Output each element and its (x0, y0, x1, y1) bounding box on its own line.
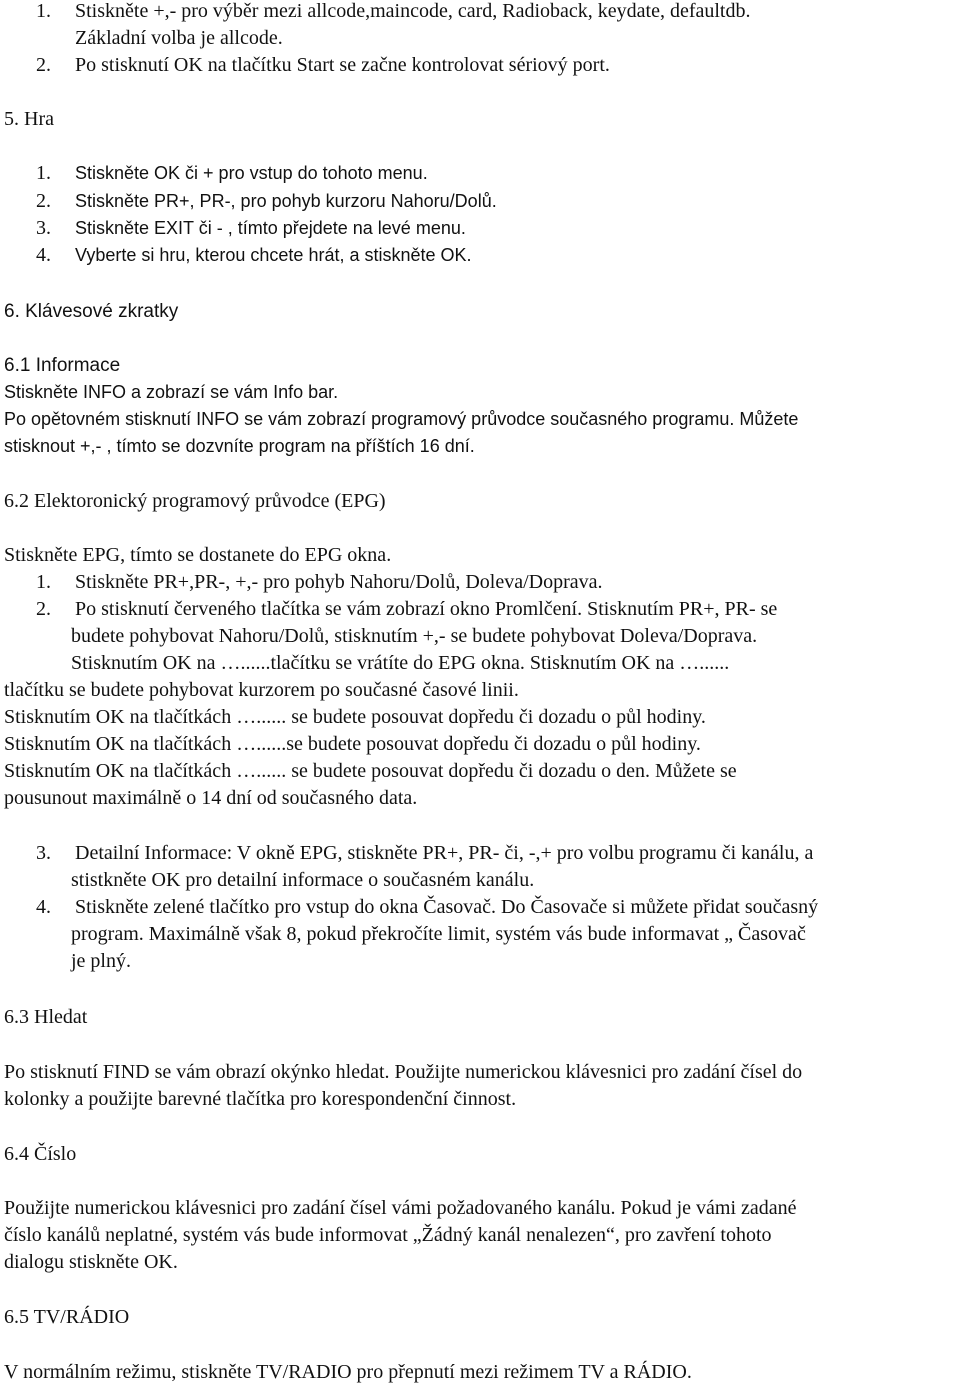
paragraph-line: V normálním režimu, stiskněte TV/RADIO pro přepnutí mezi režimem TV a RÁDIO. (4, 1361, 692, 1383)
list-text: Stiskněte zelené tlačítko pro vstup do okna Časovač. Do Časovače si můžete přidat současný (75, 896, 819, 918)
list-text: Vyberte si hru, kterou chcete hrát, a stiskněte OK. (75, 245, 472, 265)
paragraph-line: Po stisknutí FIND se vám obrazí okýnko hledat. Použijte numerickou klávesnici pro zadání čísel do (4, 1061, 803, 1083)
paragraph-line: Použijte numerickou klávesnici pro zadání čísel vámi požadovaného kanálu. Pokud je vámi zadané (4, 1197, 797, 1219)
list-text-continuation: stistkněte OK pro detailní informace o současném kanálu. (71, 869, 535, 891)
list-text: Po stisknutí červeného tlačítka se vám zobrazí okno Promlčení. Stisknutím PR+, PR- se (75, 598, 778, 620)
list-text-continuation: budete pohybovat Nahoru/Dolů, stisknutím +,- se budete pohybovat Doleva/Doprava. (71, 625, 758, 647)
list-number: 3. (36, 842, 51, 864)
list-number: 4. (36, 244, 51, 266)
paragraph-line: Stisknutím OK na tlačítkách …...... se budete posouvat dopředu či dozadu o den. Můžete se (4, 760, 737, 782)
section-heading: 6. Klávesové zkratky (4, 301, 179, 322)
list-text: Detailní Informace: V okně EPG, stiskněte PR+, PR- či, -,+ pro volbu programu či kanálu, a (75, 842, 814, 864)
list-text-continuation: Stisknutím OK na …......tlačítku se vrátíte do EPG okna. Stisknutím OK na …...... (71, 652, 730, 674)
list-number: 2. (36, 54, 51, 76)
paragraph-line: tlačítku se budete pohybovat kurzorem po současné časové linii. (4, 679, 519, 701)
list-number: 4. (36, 896, 51, 918)
subsection-heading: 6.3 Hledat (4, 1006, 88, 1028)
paragraph-line: pousunout maximálně o 14 dní od současného data. (4, 787, 418, 809)
section-heading: 5. Hra (4, 108, 54, 130)
paragraph-line: stisknout +,- , tímto se dozvníte program na příštích 16 dní. (4, 436, 475, 456)
list-text-continuation: program. Maximálně však 8, pokud překročíte limit, systém vás bude informavat „ Časovač (71, 923, 806, 945)
list-number: 2. (36, 598, 51, 620)
paragraph-line: Stisknutím OK na tlačítkách …......se budete posouvat dopředu či dozadu o půl hodiny. (4, 733, 701, 755)
list-text-continuation: Základní volba je allcode. (75, 27, 283, 49)
list-text: Stiskněte OK či + pro vstup do tohoto menu. (75, 163, 428, 183)
paragraph-line: Stiskněte INFO a zobrazí se vám Info bar. (4, 382, 339, 402)
list-number: 1. (36, 162, 51, 184)
list-text: Stiskněte PR+,PR-, +,- pro pohyb Nahoru/Dolů, Doleva/Doprava. (75, 571, 603, 593)
list-text: Stiskněte EXIT či - , tímto přejdete na levé menu. (75, 218, 466, 238)
paragraph-line: Po opětovném stisknutí INFO se vám zobrazí programový průvodce současného programu. Můžete (4, 409, 799, 429)
paragraph-line: dialogu stiskněte OK. (4, 1251, 178, 1273)
list-number: 3. (36, 217, 51, 239)
subsection-heading: 6.1 Informace (4, 355, 121, 376)
subsection-heading: 6.4 Číslo (4, 1143, 77, 1165)
list-text: Stiskněte PR+, PR-, pro pohyb kurzoru Nahoru/Dolů. (75, 191, 497, 211)
list-text: Po stisknutí OK na tlačítku Start se začne kontrolovat sériový port. (75, 54, 610, 76)
paragraph-line: Stisknutím OK na tlačítkách …...... se budete posouvat dopředu či dozadu o půl hodiny. (4, 706, 706, 728)
list-number: 1. (36, 0, 51, 22)
list-text: Stiskněte +,- pro výběr mezi allcode,maincode, card, Radioback, keydate, defaultdb. (75, 0, 751, 22)
paragraph-line: číslo kanálů neplatné, systém vás bude informovat „Žádný kanál nenalezen“, pro zavření tohoto (4, 1224, 772, 1246)
subsection-heading: 6.2 Elektoronický programový průvodce (EPG) (4, 490, 386, 512)
subsection-heading: 6.5 TV/RÁDIO (4, 1306, 130, 1328)
paragraph-line: Stiskněte EPG, tímto se dostanete do EPG okna. (4, 544, 392, 566)
paragraph-line: kolonky a použijte barevné tlačítka pro korespondenční činnost. (4, 1088, 517, 1110)
list-text-continuation: je plný. (71, 950, 131, 972)
list-number: 1. (36, 571, 51, 593)
list-number: 2. (36, 190, 51, 212)
